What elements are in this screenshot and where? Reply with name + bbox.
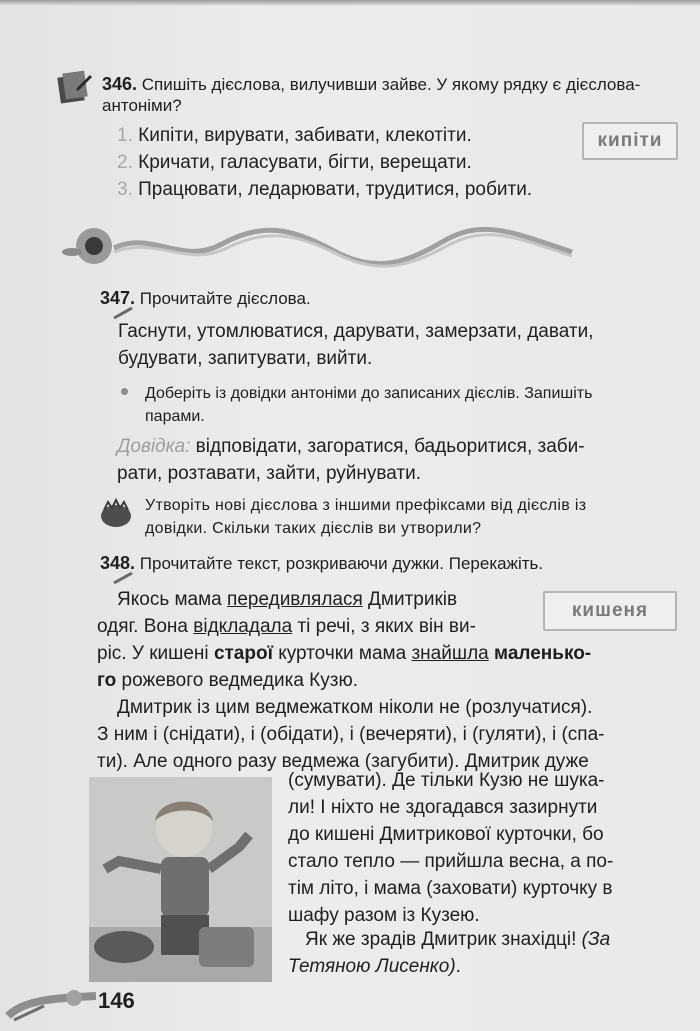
subtask2-line2: довідки. Скільки таких дієслів ви утворили? — [145, 520, 482, 537]
ex346-task — [102, 74, 692, 116]
p3-text: . — [455, 956, 461, 977]
p2-line: ти). Але одного разу ведмежа (загубити). Дмитрик дуже — [97, 751, 589, 772]
reference-line2: рати, розтавати, зайти, руйнувати. — [117, 463, 422, 484]
ex346-row — [117, 122, 532, 149]
p2-wrap-line: шафу разом із Кузею. — [288, 905, 480, 926]
page-number: 146 — [98, 988, 135, 1013]
p1-underlined: відкладала — [193, 616, 293, 637]
p1-text: Якось мама — [117, 589, 228, 610]
row-number: 1. — [117, 125, 133, 146]
ex348-dictionary-word: кишеня — [543, 591, 677, 631]
p2-wrap-line: тім літо, і мама (заховати) курточку в — [288, 878, 613, 899]
row-text: Кричати, галасувати, бігти, верещати. — [138, 152, 472, 173]
p3-author: (За — [581, 929, 611, 950]
ex347-words-line2: будувати, запитувати, вийти. — [118, 348, 373, 369]
p1-text: ті речі, з яких він ви- — [292, 616, 476, 637]
ex348-paragraph1 — [97, 586, 592, 694]
ex347-number: 347. — [100, 288, 136, 308]
boy-illustration — [89, 777, 272, 982]
p2-wrap-line: до кишені Дмитрикової курточки, бо — [288, 824, 604, 845]
p1-text: одяг. Вона — [97, 616, 194, 637]
row-number: 2. — [117, 152, 133, 173]
ex348-task — [100, 553, 543, 574]
ex348-paragraph3 — [288, 926, 611, 980]
ex348-task-text: Прочитайте текст, розкриваючи дужки. Перекажіть. — [139, 554, 544, 573]
ex346-task-line1: Спишіть дієслова, вилучивши зайве. У якому рядку є дієслова- — [141, 75, 641, 94]
ex346-number: 346. — [102, 74, 138, 94]
sunflower-ribbon-decoration — [62, 222, 582, 274]
hedgehog-icon — [98, 498, 134, 530]
ex347-subtask1 — [145, 382, 592, 428]
p2-wrap-line: стало тепло — прийшла весна, а по- — [288, 851, 614, 872]
p1-text: Дмитриків — [362, 589, 458, 610]
ex347-words-line1: Гаснути, утомлюватися, дарувати, замерзати, давати, — [118, 321, 594, 342]
ex348-paragraph2-wrap — [288, 767, 613, 929]
p1-bold: маленько- — [494, 643, 592, 664]
p3-author: Тетяною Лисенко) — [288, 956, 456, 977]
writing-icon — [55, 70, 93, 104]
p2-wrap-line: (сумувати). Де тільки Кузю не шука- — [288, 770, 605, 791]
subtask1-line2: парами. — [145, 408, 205, 425]
p2-line: З ним і (снідати), і (обідати), і (вечеряти), і (гуляти), і (спа- — [97, 724, 605, 745]
p1-underlined: знайшла — [411, 643, 489, 664]
p1-text: курточки мама — [272, 643, 412, 664]
reference-line1: відповідати, загоратися, бадьоритися, заби- — [190, 436, 585, 457]
ex346-task-line2: антоніми? — [102, 96, 182, 115]
sunflower-icon — [62, 228, 112, 264]
page-top-edge — [0, 0, 700, 6]
p3-text: Як же зрадів Дмитрик знахідці! — [305, 929, 582, 950]
ex348-number: 348. — [100, 553, 136, 573]
p2-line: Дмитрик із цим ведмежатком ніколи не (розлучатися). — [117, 697, 593, 718]
ex346-row — [117, 176, 532, 203]
row-text: Кипіти, вирувати, забивати, клекотіти. — [138, 125, 472, 146]
ex346-row — [117, 149, 532, 176]
p1-bold: старої — [213, 643, 273, 664]
ex348-paragraph2 — [97, 694, 605, 775]
p1-text: ріс. У кишені — [97, 643, 214, 664]
p1-underlined: передивлялася — [227, 589, 363, 610]
ex346-rows — [117, 122, 532, 203]
footer-scroll-decoration — [4, 980, 100, 1028]
subtask2-line1: Утворіть нові дієслова з іншими префіксами від дієслів із — [145, 497, 587, 514]
p1-bold: го — [97, 670, 117, 691]
pen-icon — [112, 571, 134, 585]
ex347-reference — [117, 433, 585, 487]
p1-text: рожевого ведмедика Кузю. — [116, 670, 358, 691]
reference-label: Довідка: — [117, 436, 191, 457]
bullet-icon — [121, 388, 128, 395]
row-text: Працювати, ледарювати, трудитися, робити. — [138, 179, 533, 200]
p2-wrap-line: ли! І ніхто не здогадався зазирнути — [288, 797, 598, 818]
ex347-subtask2 — [145, 494, 586, 540]
ex346-dictionary-word: кипіти — [582, 122, 678, 160]
row-number: 3. — [117, 179, 133, 200]
ex347-words — [118, 318, 593, 372]
ex347-task-text: Прочитайте дієслова. — [139, 289, 311, 308]
subtask1-line1: Доберіть із довідки антоніми до записаних дієслів. Запишіть — [145, 385, 593, 402]
